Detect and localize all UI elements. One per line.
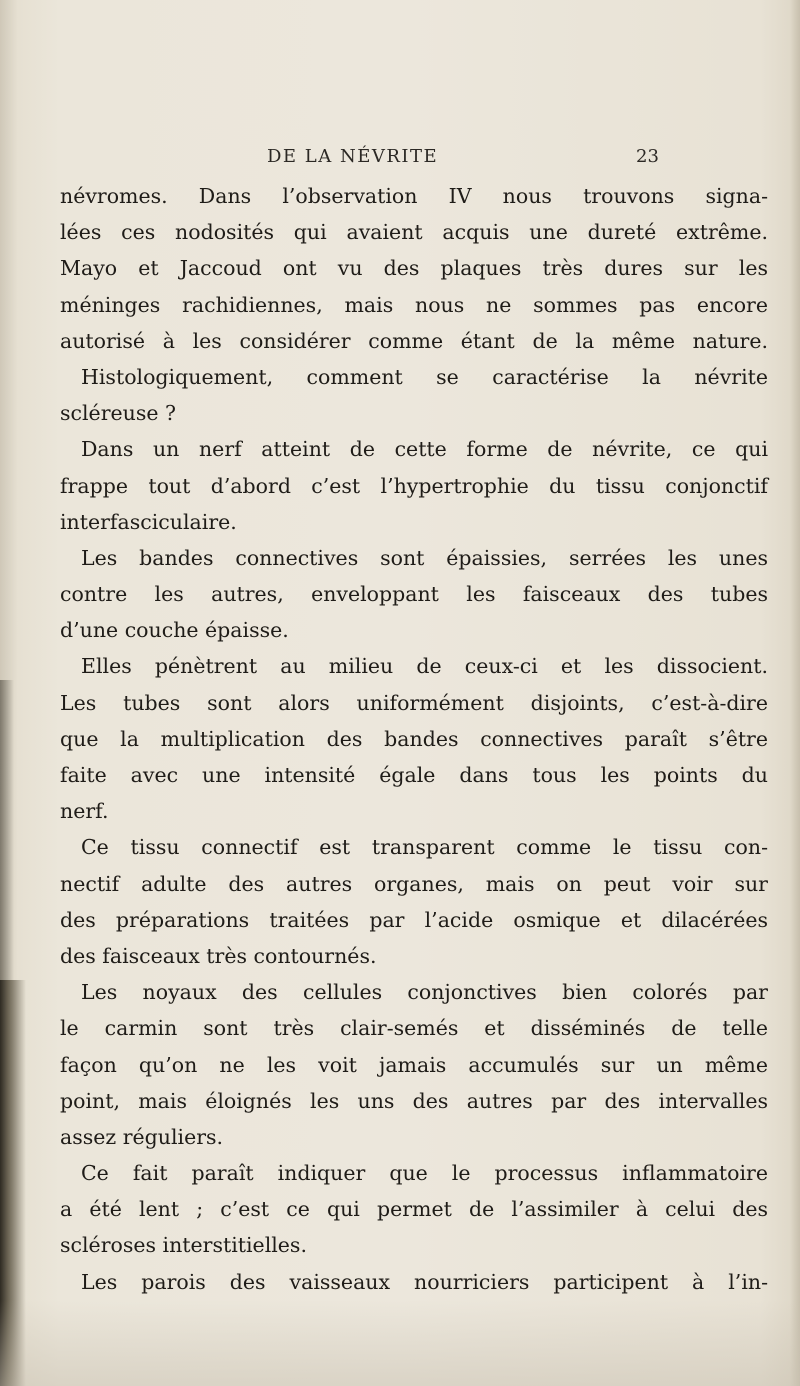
text-line: que la multiplication des bandes connectives paraît s’être	[60, 726, 768, 751]
text-line: méninges rachidiennes, mais nous ne sommes pas encore	[60, 292, 768, 317]
page-header	[0, 146, 800, 176]
bottom-shading	[0, 1300, 800, 1386]
text-line: Les noyaux des cellules conjonctives bien colorés par	[81, 980, 768, 1005]
text-line: Mayo et Jaccoud ont vu des plaques très dures sur les	[60, 256, 768, 281]
text-line: assez réguliers.	[60, 1124, 224, 1149]
text-line: le carmin sont très clair-semés et disséminés de telle	[60, 1016, 768, 1041]
text-line: névromes. Dans l’observation IV nous trouvons signa-	[60, 184, 768, 208]
text-line: faite avec une intensité égale dans tous les points du	[60, 763, 768, 787]
text-line: Les tubes sont alors uniformément disjoints, c’est-à-dire	[60, 690, 768, 715]
body-text	[60, 178, 768, 1300]
text-line: point, mais éloignés les uns des autres par des intervalles	[60, 1088, 768, 1113]
page-number: 23	[636, 146, 659, 167]
text-line: Histologiquement, comment se caractérise la névrite	[81, 364, 768, 389]
text-line: frappe tout d’abord c’est l’hypertrophie du tissu conjonctif	[60, 473, 768, 498]
page-edge	[790, 0, 800, 1386]
text-line: façon qu’on ne les voit jamais accumulés sur un même	[60, 1052, 768, 1077]
text-line: scléroses interstitielles.	[60, 1233, 307, 1258]
text-line: a été lent ; c’est ce qui permet de l’assimiler à celui des	[60, 1197, 768, 1222]
text-line: contre les autres, enveloppant les faisceaux des tubes	[60, 582, 768, 607]
text-line: Ce tissu connectif est transparent comme le tissu con-	[81, 835, 768, 860]
text-line: Les parois des vaisseaux nourriciers participent à l’in-	[81, 1269, 768, 1294]
text-line: des faisceaux très contournés.	[60, 943, 377, 968]
text-line: scléreuse ?	[60, 401, 176, 426]
binding-shadow-upper	[0, 680, 14, 980]
text-line: Ce fait paraît indiquer que le processus inflammatoire	[81, 1161, 768, 1186]
running-title: DE LA NÉVRITE	[267, 146, 439, 167]
text-line: Elles pénètrent au milieu de ceux-ci et les dissocient.	[81, 654, 768, 679]
text-line: nerf.	[60, 799, 109, 824]
text-line: nectif adulte des autres organes, mais on peut voir sur	[60, 871, 768, 896]
text-line: des préparations traitées par l’acide osmique et dilacérées	[60, 907, 768, 932]
text-line: d’une couche épaisse.	[60, 618, 289, 643]
text-line: autorisé à les considérer comme étant de la même nature.	[60, 328, 768, 353]
text-line: interfasciculaire.	[60, 509, 237, 534]
text-line: Les bandes connectives sont épaissies, serrées les unes	[81, 545, 768, 570]
text-line: lées ces nodosités qui avaient acquis une dureté extrême.	[60, 220, 768, 245]
text-line: Dans un nerf atteint de cette forme de névrite, ce qui	[81, 437, 768, 462]
